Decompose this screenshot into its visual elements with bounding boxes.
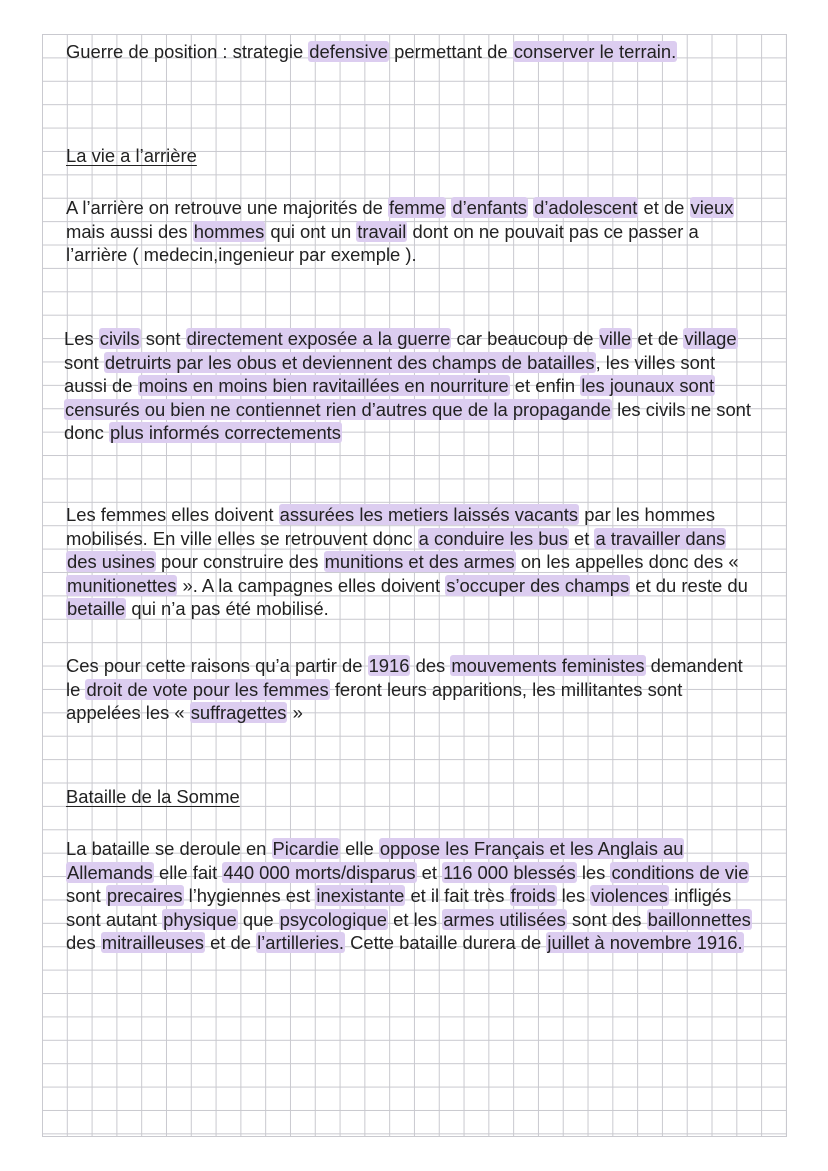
highlight: violences bbox=[591, 885, 668, 907]
highlight: inexistante bbox=[316, 885, 405, 907]
highlight: plus informés correctements bbox=[110, 422, 341, 444]
highlight: travail bbox=[357, 220, 407, 242]
highlight: suffragettes bbox=[190, 702, 287, 724]
highlight: betaille bbox=[67, 598, 126, 620]
highlight: froids bbox=[510, 885, 556, 907]
highlight: a conduire les bus bbox=[418, 527, 568, 549]
highlight: 440 000 morts/disparus bbox=[223, 861, 416, 883]
highlight: psycologique bbox=[279, 908, 388, 930]
intro-definition: Guerre de position : strategie defensive permettant de conserver le terrain. bbox=[66, 41, 677, 62]
highlight: femme bbox=[389, 197, 446, 218]
paragraph-femmes: Les femmes elles doivent assurées les metiers laissés vacants par les hommes mobilisés. En ville elles se retrouvent donc a conduire les bus et a travailler dans des usines pour construire des munitions et des armes on les appelles donc des « munitionettes ». A la campagnes elles doivent s’occuper des champs et du reste du betaille qui n’a pas été mobilisé. bbox=[66, 504, 748, 620]
highlight: ville bbox=[599, 328, 632, 349]
highlight: armes utilisées bbox=[443, 908, 566, 930]
highlight: 116 000 blessés bbox=[443, 861, 576, 883]
highlight: a travailler dans des usines bbox=[67, 527, 726, 573]
highlight: s’occuper des champs bbox=[446, 574, 630, 596]
highlight: moins en moins bien ravitaillées en nourriture bbox=[138, 375, 509, 397]
section-title-bataille-somme: Bataille de la Somme bbox=[66, 786, 240, 807]
highlight: Picardie bbox=[272, 838, 339, 859]
highlight: conserver le terrain. bbox=[513, 41, 677, 62]
highlight: mouvements feministes bbox=[451, 655, 645, 676]
highlight: precaires bbox=[106, 885, 183, 907]
paragraph-civils: Les civils sont directement exposée a la guerre car beaucoup de ville et de village sont detruirts par les obus et deviennent des champs de batailles, les villes sont aussi de moins en moins bien ravitaillées en nourriture et enfin les jounaux sont censurés ou bien ne contiennet rien d’autres que de la propagande les civils ne sont donc plus informés correctements bbox=[64, 328, 752, 444]
paragraph-somme: La bataille se deroule en Picardie elle oppose les Français et les Anglais au Allemands elle fait 440 000 morts/disparus et 116 000 blessés les conditions de vie sont precaires l’hygiennes est inexistante et il fait très froids les violences infligés sont autant physique que psycologique et les armes utilisées sont des baillonnettes des mitrailleuses et de l’artilleries. Cette bataille durera de juillet à novembre 1916. bbox=[66, 838, 751, 954]
highlight: village bbox=[684, 328, 737, 349]
highlight: oppose les Français et les Anglais au Allemands bbox=[67, 838, 684, 883]
highlight: mitrailleuses bbox=[101, 932, 204, 954]
highlight: munitionettes bbox=[67, 574, 177, 596]
highlight: l’artilleries. bbox=[257, 932, 344, 954]
highlight: conditions de vie bbox=[611, 861, 749, 883]
highlight: vieux bbox=[690, 197, 734, 218]
highlight: assurées les metiers laissés vacants bbox=[279, 504, 579, 525]
paragraph-arriere: A l’arrière on retrouve une majorités de femme d’enfants d’adolescent et de vieux mais aussi des hommes qui ont un travail dont on ne pouvait pas ce passer a l’arrière ( medecin,ingenieur par exemple ). bbox=[66, 197, 734, 266]
highlight: directement exposée a la guerre bbox=[186, 328, 451, 349]
highlight: 1916 bbox=[368, 655, 410, 676]
highlight: detruirts par les obus et deviennent des champs de batailles bbox=[104, 351, 595, 373]
highlight: civils bbox=[99, 328, 140, 349]
highlight: baillonnettes bbox=[647, 908, 751, 930]
section-title-vie-arriere: La vie a l’arrière bbox=[66, 145, 197, 166]
paragraph-feministes: Ces pour cette raisons qu’a partir de 1916 des mouvements feministes demandent le droit de vote pour les femmes feront leurs apparitions, les millitantes sont appelées les « suffragettes » bbox=[66, 655, 743, 724]
highlight: physique bbox=[163, 908, 237, 930]
highlight: droit de vote pour les femmes bbox=[86, 678, 329, 700]
highlight: d’adolescent bbox=[534, 197, 638, 218]
highlight: hommes bbox=[193, 220, 265, 242]
highlight: defensive bbox=[309, 41, 389, 62]
highlight: d’enfants bbox=[452, 197, 527, 218]
highlight: les jounaux sont censurés ou bien ne contiennet rien d’autres que de la propagande bbox=[65, 375, 715, 420]
highlight: juillet à novembre 1916. bbox=[547, 932, 743, 954]
highlight: munitions et des armes bbox=[324, 551, 515, 573]
